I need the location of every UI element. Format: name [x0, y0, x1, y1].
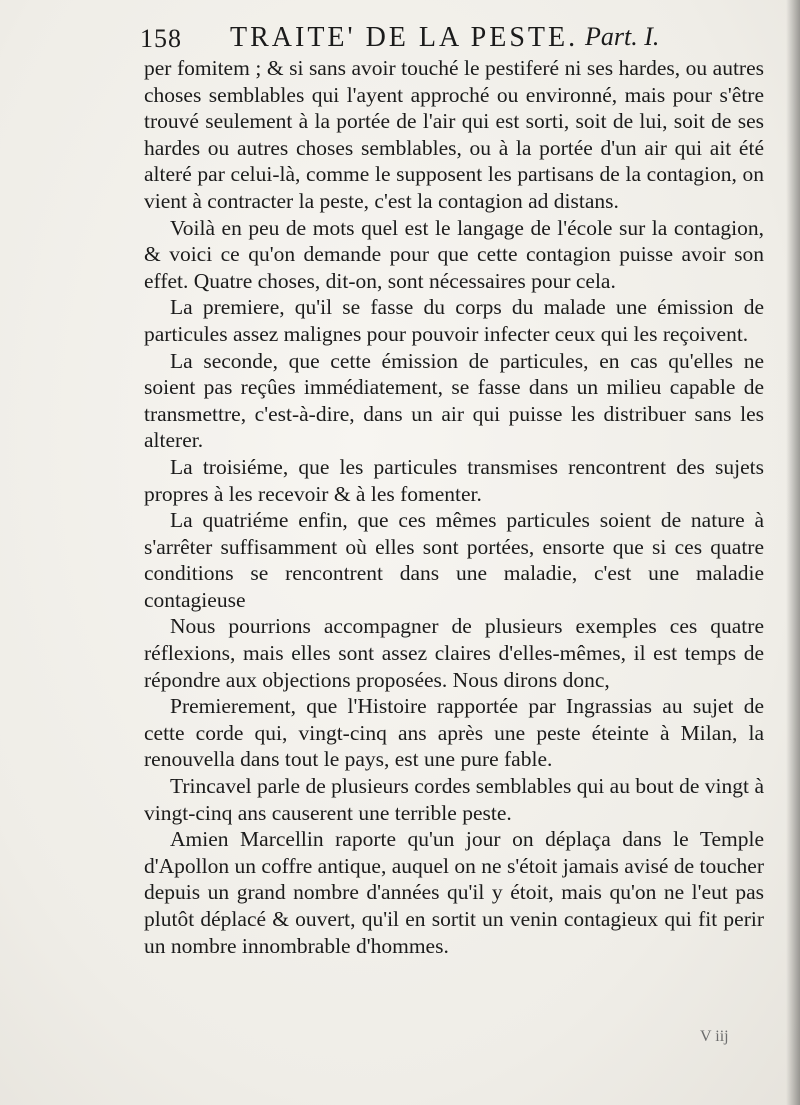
paragraph-5: La troisiéme, que les particules transmises rencontrent des sujets propres à les recevoir & à les fomenter. — [144, 454, 764, 506]
signature-mark: V iij — [700, 1028, 729, 1045]
page-gutter-shadow — [786, 0, 800, 1105]
body-text — [144, 55, 764, 959]
running-title: TRAITE' DE LA PESTE. — [230, 22, 579, 53]
running-header — [140, 22, 700, 56]
paragraph-1: per fomitem ; & si sans avoir touché le pestiferé ni ses hardes, ou autres choses semblables qui l'ayent approché ou environné, mais pour s'être trouvé seulement à la portée de l'air qui est sorti, soit de lui, soit de ses hardes ou autres choses semblables, ou à la portée d'un air qui ait été alteré par celui-là, comme le supposent les partisans de la contagion, on vient à contracter la peste, c'est la contagion ad distans. — [144, 56, 764, 213]
paragraph-9: Trincavel parle de plusieurs cordes semblables qui au bout de vingt à vingt-cinq ans causerent une terrible peste. — [144, 774, 764, 825]
paragraph-10: Amien Marcellin raporte qu'un jour on déplaça dans le Temple d'Apollon un coffre antique, auquel on ne s'étoit jamais avisé de toucher depuis un grand nombre d'années qu'il y étoit, mais qu'on ne l'eut pas plutôt déplacé & ouvert, qu'il en sortit un venin contagieux qui fit perir un nombre innombrable d'hommes. — [144, 827, 764, 958]
page-number: 158 — [140, 24, 182, 53]
paragraph-8: Premierement, que l'Histoire rapportée par Ingrassias au sujet de cette corde qui, vingt-cinq ans après une peste éteinte à Milan, la renouvella dans tout le pays, est une pure fable. — [144, 694, 764, 772]
paragraph-7: Nous pourrions accompagner de plusieurs exemples ces quatre réflexions, mais elles sont assez claires d'elles-mêmes, il est temps de répondre aux objections proposées. Nous dirons donc, — [144, 614, 764, 692]
paragraph-6: La quatriéme enfin, que ces mêmes particules soient de nature à s'arrêter suffisamment où elles sont portées, ensorte que si ces quatre conditions se rencontrent dans une maladie, c'est une maladie contagieuse — [144, 508, 764, 612]
part-label: Part. I. — [585, 22, 660, 51]
paragraph-2: Voilà en peu de mots quel est le langage de l'école sur la contagion, & voici ce qu'on demande pour que cette contagion puisse avoir son effet. Quatre choses, dit-on, sont nécessaires pour cela. — [144, 215, 764, 293]
paragraph-4: La seconde, que cette émission de particules, en cas qu'elles ne soient pas reçûes immédiatement, se fasse dans un milieu capable de transmettre, c'est-à-dire, dans un air qui puisse les distribuer sans les alterer. — [144, 348, 764, 453]
paragraph-3: La premiere, qu'il se fasse du corps du malade une émission de particules assez malignes pour pouvoir infecter ceux qui les reçoivent. — [144, 295, 764, 346]
